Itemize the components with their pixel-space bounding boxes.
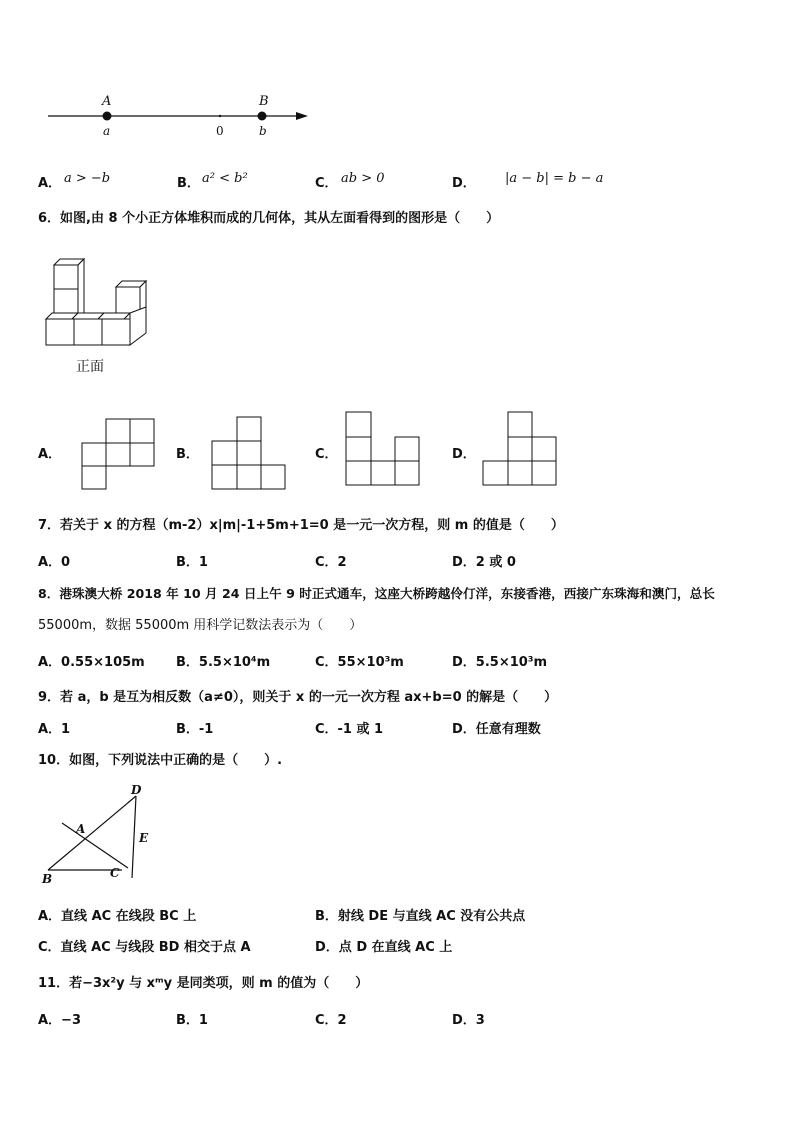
q7-option-B: B．1 [176,555,208,570]
q11-option-D: D．3 [452,1013,485,1028]
q7-option-C: C．2 [315,555,347,570]
q5-option-C-label: C． [315,176,338,191]
q11-option-A: A．−3 [38,1013,81,1028]
q8-stem-line1: 8．港珠澳大桥 2018 年 10 月 24 日上午 9 时正式通车，这座大桥跨越伶仃洋，东接香港，西接广东珠海和澳门，总长 [38,586,715,601]
q6-option-C-figure [346,412,422,488]
q9-stem: 9．若 a，b 是互为相反数（a≠0），则关于 x 的一元一次方程 ax+b=0 的解是（ ） [38,690,558,705]
q11-option-B: B．1 [176,1013,208,1028]
q10-geometry-figure [40,780,170,890]
q10-label-A: A [76,822,86,836]
q9-option-D: D．任意有理数 [452,722,541,737]
q10-option-B: B．射线 DE 与直线 AC 没有公共点 [315,909,526,924]
q5-option-B-text: a² < b² [202,171,248,186]
q10-label-D: D [131,783,142,797]
q5-option-A-label: A． [38,176,62,191]
numberline-label-0: 0 [216,124,224,138]
point-a [103,112,112,121]
q11-stem: 11．若−3x²y 与 xᵐy 是同类项，则 m 的值为（ ） [38,976,369,991]
numberline-label-a: a [103,124,111,138]
q7-option-A: A．0 [38,555,71,570]
q8-option-A: A．0.55×105m [38,655,145,670]
q8-option-C: C．55×10³m [315,655,404,670]
q6-front-label: 正面 [76,359,104,375]
q6-option-A: A． [38,447,62,462]
q7-option-D: D．2 或 0 [452,555,516,570]
origin-dot [219,115,221,117]
q10-option-D: D．点 D 在直线 AC 上 [315,940,453,955]
numberline-label-b: b [259,124,267,138]
q10-label-B: B [42,872,53,886]
point-b [258,112,267,121]
q6-cubes-figure [44,257,154,347]
q10-option-C: C．直线 AC 与线段 BD 相交于点 A [38,940,251,955]
q5-option-C-text: ab > 0 [341,171,385,186]
q5-option-D-text: |a − b| = b − a [505,171,604,186]
number-line-figure [40,92,320,142]
q6-option-C: C． [315,447,338,462]
numberline-label-A: A [102,94,112,109]
q8-stem-line2: 55000m，数据 55000m 用科学记数法表示为（ ） [38,618,363,633]
q6-option-D: D． [452,447,476,462]
q9-option-B: B．-1 [176,722,214,737]
q8-option-D: D．5.5×10³m [452,655,548,670]
q5-option-D-label: D． [452,176,476,191]
q7-stem: 7．若关于 x 的方程（m-2）x|m|-1+5m+1=0 是一元一次方程，则 m 的值是（ ） [38,518,564,533]
q6-option-B-figure [212,417,288,491]
q10-label-E: E [139,831,149,845]
q5-option-A-text: a > −b [64,171,111,186]
q10-stem: 10．如图，下列说法中正确的是（ ）. [38,753,283,768]
q10-option-A: A．直线 AC 在线段 BC 上 [38,909,197,924]
q6-option-B: B． [176,447,199,462]
q8-option-B: B．5.5×10⁴m [176,655,271,670]
q11-option-C: C．2 [315,1013,347,1028]
q6-option-D-figure [483,412,559,488]
q5-option-B-label: B． [177,176,200,191]
numberline-label-B: B [259,94,269,109]
q6-stem: 6．如图,由 8 个小正方体堆积而成的几何体，其从左面看得到的图形是（ ） [38,211,500,226]
q9-option-A: A．1 [38,722,71,737]
q10-label-C: C [110,866,120,880]
q6-option-A-figure [82,419,156,491]
q9-option-C: C．-1 或 1 [315,722,384,737]
